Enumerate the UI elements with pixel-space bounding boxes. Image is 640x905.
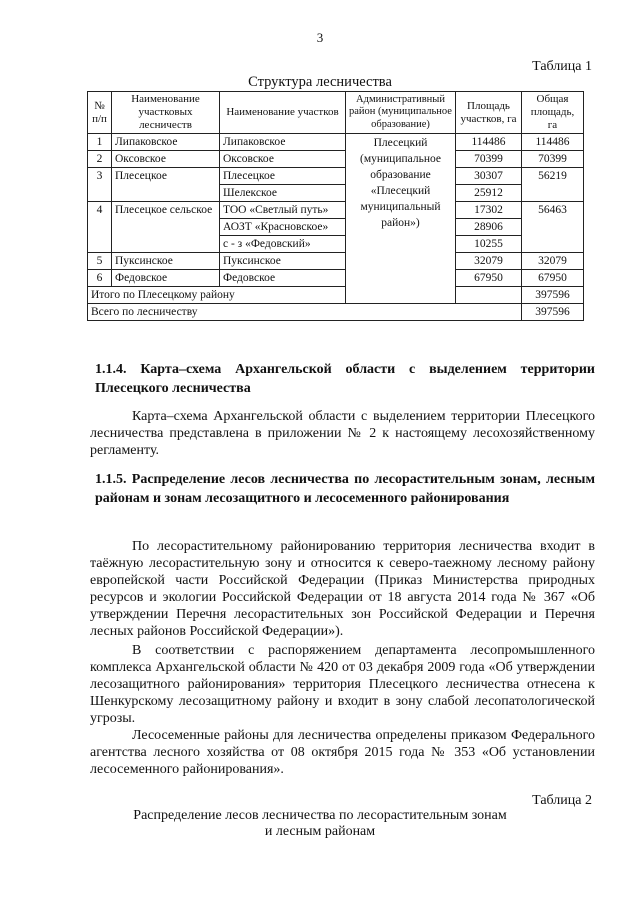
cell-forestry: Липаковское <box>112 134 220 151</box>
cell-total-area: 56463 <box>522 202 584 253</box>
header-plot-area: Площадь участков, га <box>456 92 522 134</box>
total-forestry-label: Всего по лесничеству <box>88 304 522 321</box>
table-row <box>88 168 584 185</box>
cell-num: 5 <box>88 253 112 270</box>
cell-num: 2 <box>88 151 112 168</box>
table-row <box>88 253 584 270</box>
table-row <box>88 151 584 168</box>
cell-total-area: 56219 <box>522 168 584 202</box>
table-2-title-line-2: и лесным районам <box>264 824 376 839</box>
header-num: № п/п <box>88 92 112 134</box>
cell-plot-area: 30307 <box>456 168 522 185</box>
cell-num: 3 <box>88 168 112 202</box>
cell-plot: Пуксинское <box>220 253 346 270</box>
table-row <box>88 270 584 287</box>
table-2-title-line-1: Распределение лесов лесничества по лесорастительным зонам <box>133 808 507 823</box>
cell-num: 6 <box>88 270 112 287</box>
cell-total-area: 67950 <box>522 270 584 287</box>
cell-plot: Оксовское <box>220 151 346 168</box>
cell-plot: Федовское <box>220 270 346 287</box>
cell-plot: с - з «Федовский» <box>220 236 346 253</box>
total-district-value: 397596 <box>522 287 584 304</box>
total-district-label: Итого по Плесецкому району <box>88 287 522 304</box>
section-114-heading: 1.1.4. Карта–схема Архангельской области с выделением территории Плесецкого лесничества <box>95 362 595 396</box>
cell-plot-area: 32079 <box>456 253 522 270</box>
total-forestry-row <box>88 304 584 321</box>
cell-plot: Шелекское <box>220 185 346 202</box>
cell-total-area: 70399 <box>522 151 584 168</box>
page-number: 3 <box>316 30 324 45</box>
cell-plot-area: 10255 <box>456 236 522 253</box>
section-115-heading: 1.1.5. Распределение лесов лесничества по лесорастительным зонам, лесным районам и зонам лесозащитного и лесосеменного районирования <box>95 472 595 506</box>
section-114-text: Карта–схема Архангельской области с выделением территории Плесецкого лесничества представлена в приложении № 2 к настоящему лесохозяйственному регламенту. <box>90 409 595 458</box>
section-115-paragraph: В соответствии с распоряжением департамента лесопромышленного комплекса Архангельской области № 420 от 03 декабря 2009 года «Об утверждении лесозащитного районирования» территория Плесецкого лесничества отнесена к Шенкурскому лесозащитному району и входит в зону слабой лесопатологической угрозы. <box>90 643 595 726</box>
header-plot: Наименование участков <box>220 92 346 134</box>
cell-plot-area: 25912 <box>456 185 522 202</box>
cell-forestry: Федовское <box>112 270 220 287</box>
cell-plot: Плесецкое <box>220 168 346 185</box>
cell-total-area: 114486 <box>522 134 584 151</box>
table-1-title: Структура лесничества <box>248 74 392 90</box>
section-115-paragraph: Лесосеменные районы для лесничества определены приказом Федерального агентства лесного хозяйства от 08 октября 2015 года № 353 «Об установлении лесосеменного районирования». <box>90 728 595 777</box>
cell-num: 1 <box>88 134 112 151</box>
cell-plot-area: 70399 <box>456 151 522 168</box>
section-115-paragraph: По лесорастительному районированию территория лесничества входит в таёжную лесорастительную зону и относится к северо-таежному лесному району европейской части Российской Федерации (Приказ Министерства природных ресурсов и экологии Российской Федерации от 18 августа 2014 года № 367 «Об утверждении Перечня лесорастительных зон Российской Федерации и Перечня лесных районов Российской Федерации»). <box>90 539 595 639</box>
cell-forestry: Пуксинское <box>112 253 220 270</box>
total-forestry-value: 397596 <box>522 304 584 321</box>
header-forestry: Наименование участковых лесничеств <box>112 92 220 134</box>
table-row <box>88 202 584 219</box>
cell-forestry: Плесецкое <box>112 168 220 202</box>
table-header-row <box>88 92 584 134</box>
table-2-caption: Таблица 2 <box>532 793 592 808</box>
cell-num: 4 <box>88 202 112 253</box>
cell-plot: АОЗТ «Красновское» <box>220 219 346 236</box>
cell-plot: ТОО «Светлый путь» <box>220 202 346 219</box>
table-1-caption: Таблица 1 <box>532 59 592 74</box>
cell-district: Плесецкий (муниципальное образование «Плесецкий муниципальный район») <box>346 134 456 304</box>
cell-plot: Липаковское <box>220 134 346 151</box>
table-row <box>88 134 584 151</box>
forestry-structure-table <box>87 91 584 321</box>
cell-forestry: Оксовское <box>112 151 220 168</box>
cell-plot-area: 28906 <box>456 219 522 236</box>
cell-plot-area: 17302 <box>456 202 522 219</box>
header-total-area: Общая площадь, га <box>522 92 584 134</box>
total-district-row <box>88 287 584 304</box>
header-district: Административный район (муниципальное образование) <box>346 92 456 134</box>
cell-forestry: Плесецкое сельское <box>112 202 220 253</box>
cell-total-area: 32079 <box>522 253 584 270</box>
cell-plot-area: 114486 <box>456 134 522 151</box>
cell-plot-area: 67950 <box>456 270 522 287</box>
